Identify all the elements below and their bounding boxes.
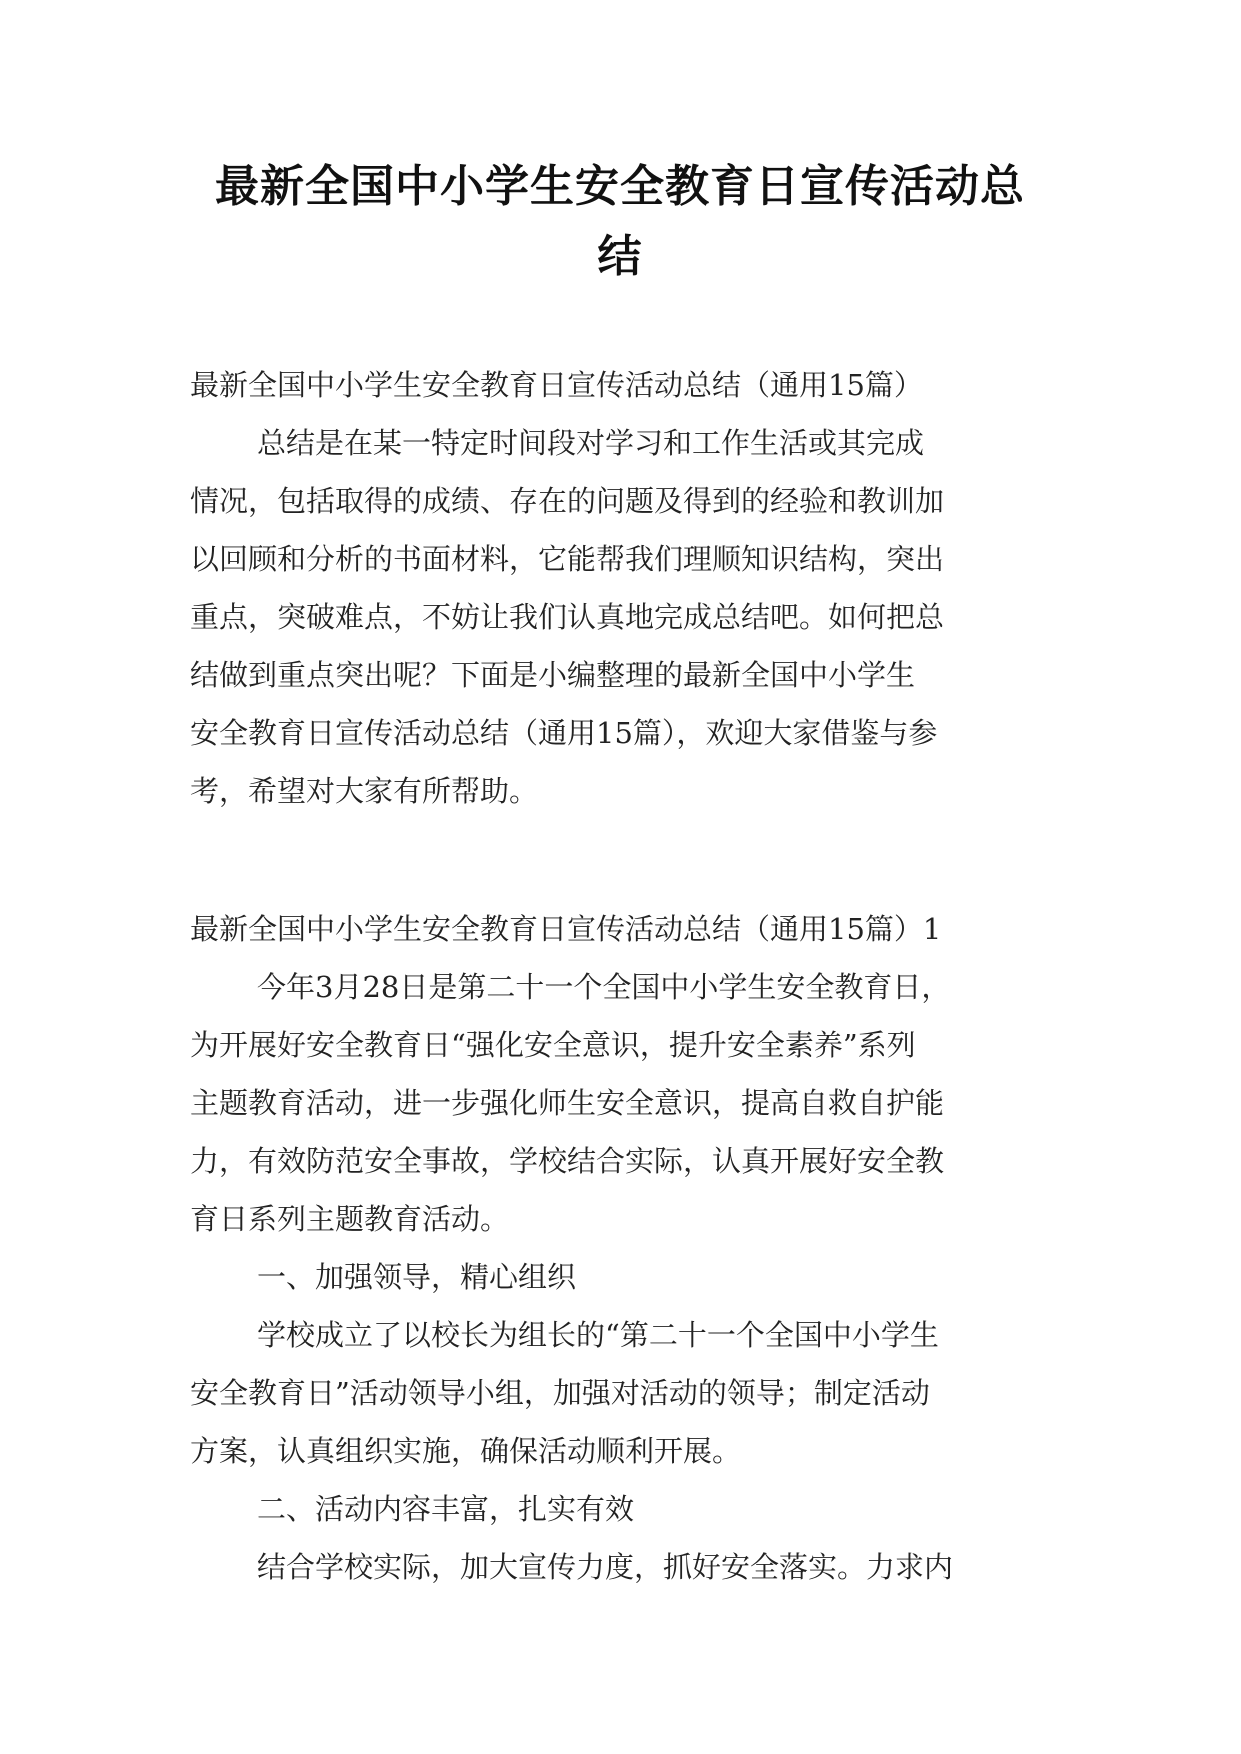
intro-paragraph	[190, 414, 1060, 820]
title-line-2: 结	[597, 231, 643, 282]
title-line-1: 最新全国中小学生安全教育日宣传活动总	[215, 161, 1025, 212]
paragraph-spacer	[190, 820, 1060, 900]
section-line: 方案，认真组织实施，确保活动顺利开展。	[190, 1434, 742, 1468]
article-heading: 最新全国中小学生安全教育日宣传活动总结（通用15篇）1	[190, 912, 942, 946]
intro-line: 重点，突破难点，不妨让我们认真地完成总结吧。如何把总	[190, 600, 945, 634]
intro-heading: 最新全国中小学生安全教育日宣传活动总结（通用15篇）	[190, 368, 923, 402]
document-title	[190, 152, 1050, 292]
article-line: 今年3月28日是第二十一个全国中小学生安全教育日，	[257, 970, 951, 1004]
article-paragraph	[190, 958, 1060, 1248]
intro-line: 总结是在某一特定时间段对学习和工作生活或其完成	[257, 426, 925, 460]
intro-line: 情况，包括取得的成绩、存在的问题及得到的经验和教训加	[190, 484, 945, 518]
section-paragraph	[190, 1306, 1060, 1480]
document-body	[190, 356, 1060, 1596]
section-line: 学校成立了以校长为组长的“第二十一个全国中小学生	[257, 1318, 939, 1352]
intro-line: 安全教育日宣传活动总结（通用15篇），欢迎大家借鉴与参	[190, 716, 938, 750]
article-line: 育日系列主题教育活动。	[190, 1202, 510, 1236]
article-line: 为开展好安全教育日“强化安全意识，提升安全素养”系列	[190, 1028, 916, 1062]
section-heading: 二、活动内容丰富，扎实有效	[257, 1492, 635, 1526]
intro-line: 结做到重点突出呢？下面是小编整理的最新全国中小学生	[190, 658, 916, 692]
section-line: 安全教育日”活动领导小组，加强对活动的领导；制定活动	[190, 1376, 930, 1410]
article-line: 主题教育活动，进一步强化师生安全意识，提高自救自护能	[190, 1086, 945, 1120]
intro-line: 考，希望对大家有所帮助。	[190, 774, 539, 808]
section-paragraph	[190, 1538, 1060, 1596]
section-heading: 一、加强领导，精心组织	[257, 1260, 577, 1294]
intro-line: 以回顾和分析的书面材料，它能帮我们理顺知识结构，突出	[190, 542, 945, 576]
article-line: 力，有效防范安全事故，学校结合实际，认真开展好安全教	[190, 1144, 945, 1178]
section-line: 结合学校实际，加大宣传力度，抓好安全落实。力求内	[257, 1550, 954, 1584]
